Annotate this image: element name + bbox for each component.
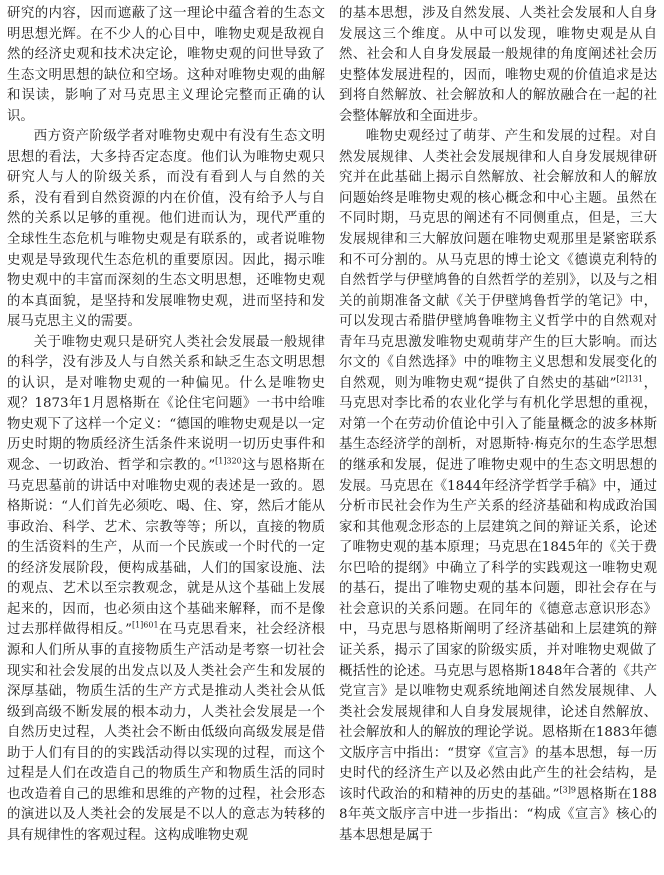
paragraph	[7, 127, 325, 332]
paragraph-text: 研究的内容，因而遮蔽了这一理论中蕴含着的生态文明思想光辉。在不少人的心目中，唯物史观是敌视自然的经济史观和技术决定论，唯物史观的问世导致了生态文明思想的缺位和空场。这种对唯物史观的曲解和误读，影响了对马克思主义理论完整而正确的认识。	[7, 6, 325, 124]
paragraph-text: 唯物史观经过了萌芽、产生和发展的过程。对自然发展规律、人类社会发展规律和人自身发展规律研究并在此基础上揭示自然解放、社会解放和人的解放问题始终是唯物史观的核心概念和中心主题。虽然在不同时期，马克思的阐述有不同侧重点，但是，三大发展规律和三大解放问题在唯物史观那里是紧密联系和不可分割的。从马克思的博士论文《德谟克利特的自然哲学与伊壁鸠鲁的自然哲学的差别》，以及与之相关的前期准备文献《关于伊壁鸠鲁哲学的笔记》中，可以发现古希腊伊壁鸠鲁唯物主义哲学中的自然观对青年马克思激发唯物史观萌芽产生的巨大影响。而达尔文的《自然选择》中的唯物主义思想和发展变化的自然观，则为唯物史观“提供了自然史的基础”	[339, 129, 657, 391]
left-column	[7, 4, 325, 875]
paragraph-text: 恩格斯在1888年英文版序言中进一步指出：“构成《宣言》核心的基本思想是属于	[339, 786, 657, 843]
paragraph	[7, 333, 325, 847]
paragraph-text: ，马克思对李比希的农业化学与有机化学思想的重视，对第一个在劳动价值论中引入了能量概念的波多林斯基生态经济学的剖析，对恩斯特·梅克尔的生态学思想的继承和发展，促进了唯物史观中的生态文明思想的发展。马克思在《1844年经济学哲学手稿》中，通过分析市民社会作为生产关系的经济基础和构成政治国家和其他观念形态的上层建筑之间的辩证关系，论述了唯物史观的基本原理；马克思在1845年的《关于费尔巴哈的提纲》中确立了科学的实践观这一唯物史观的基石，提出了唯物史观的基本问题，即社会存在与社会意识的关系问题。在同年的《德意志意识形态》中，马克思与恩格斯阐明了经济基础和上层建筑的辩证关系，揭示了国家的阶级实质，并对唯物史观做了概括性的论述。马克思与恩格斯1848年合著的《共产党宣言》是以唯物史观系统地阐述自然发展规律、人类社会发展规律和人自身发展规律，论述自然解放、社会解放和人的解放的理论学说。恩格斯在1883年德文版序言中指出：“贯穿《宣言》的基本思想，每一历史时代的经济生产以及必然由此产生的社会结构，是该时代政治的和精神的历史的基础。”	[339, 375, 657, 802]
paragraph-text: 在马克思看来，社会经济根源和人们所从事的直接物质生产活动是考察一切社会现实和社会发展的出发点以及人类社会产生和发展的深厚基础，物质生活的生产方式是推动人类社会从低级到高级不断发展的根本动力，人类社会发展是一个自然历史过程，人类社会不断由低级向高级发展是借助于人们有目的的实践活动得以实现的过程，而这个过程是人们在改造自己的物质生产和物质生活的同时也改造着自己的思维和思维的产物的过程，社会形态的演进以及人类社会的发展是不以人的意志为转移的具有规律性的客观过程。这构成唯物史观	[7, 622, 325, 843]
paragraph-text: 关于唯物史观只是研究人类社会发展最一般规律的科学，没有涉及人与自然关系和缺乏生态文明思想的认识，是对唯物史观的一种偏见。什么是唯物史观？1873年1月恩格斯在《论住宅问题》一书中给唯物史观下了这样一个定义：“德国的唯物史观是以一定历史时期的物质经济生活条件来说明一切历史事件和观念、一切政治、哲学和宗教的。”	[7, 334, 325, 474]
paragraph	[7, 4, 325, 127]
paragraph-text: 的基本思想，涉及自然发展、人类社会发展和人自身发展这三个维度。从中可以发现，唯物史观是从自然、社会和人自身发展最一般规律的角度阐述社会历史整体发展进程的，因而，唯物史观的价值追求是达到将自然解放、社会解放和人的解放融合在一起的社会整体解放和全面进步。	[339, 6, 657, 124]
paragraph-text: 这与恩格斯在马克思墓前的讲话中对唯物史观的表述是一致的。恩格斯说：“人们首先必须吃、喝、住、穿，然后才能从事政治、科学、艺术、宗教等等；所以，直接的物质的生活资料的生产，从而一个民族或一个时代的一定的经济发展阶段，便构成基础，人们的国家设施、法的观点、艺术以至宗教观念，就是从这个基础上发展起来的，因而，也必须由这个基础来解释，而不是像过去那样做得相反。”	[7, 458, 325, 638]
paragraph	[339, 4, 657, 127]
citation-marker: [1]320	[215, 456, 242, 466]
citation-marker: [3]9	[559, 785, 576, 795]
citation-marker: [2]131	[616, 374, 644, 384]
paragraph-text: 西方资产阶级学者对唯物史观中有没有生态文明思想的看法，大多持否定态度。他们认为唯物史观只研究人与人的阶级关系，而没有看到人与自然的关系，没有看到自然资源的内在价值，没有给予人与自然的关系以足够的重视。他们进而认为，现代严重的全球性生态危机与唯物史观是有联系的，或者说唯物史观是导致现代生态危机的重要原因。因此，揭示唯物史观中的丰富而深刻的生态文明思想，还唯物史观的本真面貌，是坚持和发展唯物史观，进而坚持和发展马克思主义的需要。	[7, 129, 325, 330]
citation-marker: [1]601	[131, 620, 159, 630]
right-column	[339, 4, 657, 875]
paragraph	[339, 127, 657, 846]
